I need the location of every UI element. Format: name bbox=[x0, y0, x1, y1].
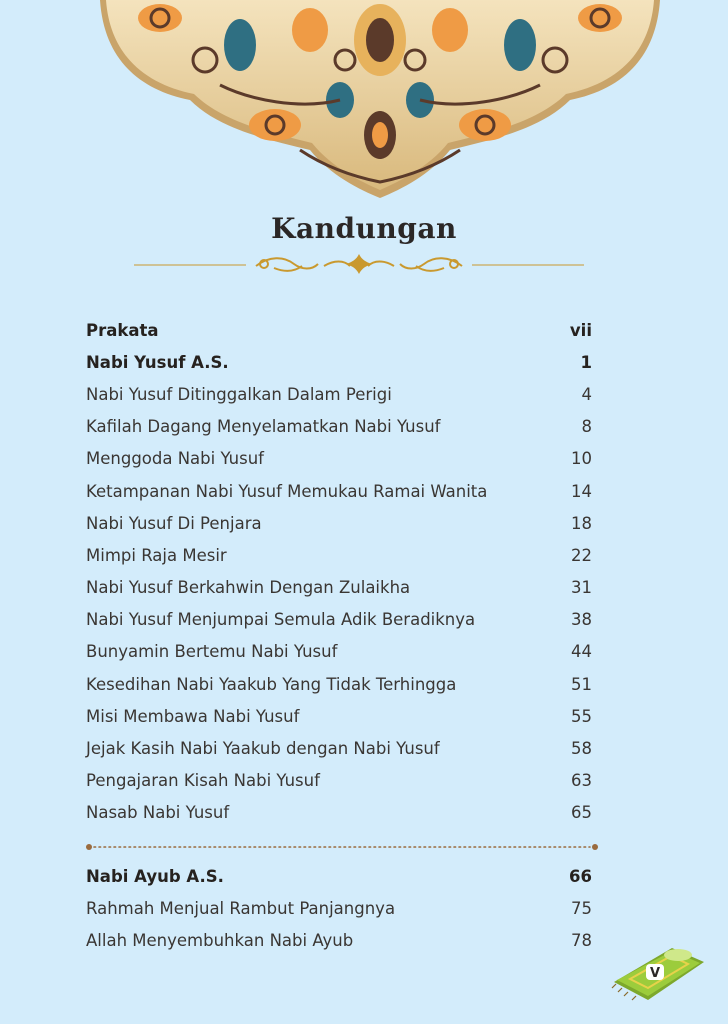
toc-entry[interactable] bbox=[86, 924, 592, 956]
toc-entry[interactable] bbox=[86, 314, 592, 346]
toc-entry-title: Rahmah Menjual Rambut Panjangnya bbox=[86, 898, 396, 918]
toc-entry-page: 4 bbox=[581, 384, 592, 404]
toc-entry-title: Nabi Yusuf Menjumpai Semula Adik Beradiknya bbox=[86, 610, 476, 630]
toc-entry[interactable] bbox=[86, 443, 592, 475]
toc-entry-title: Prakata bbox=[86, 320, 159, 340]
toc-entry-page: 22 bbox=[571, 545, 592, 565]
toc-entry-page: 51 bbox=[571, 674, 592, 694]
toc-entry[interactable] bbox=[86, 378, 592, 410]
toc-entry[interactable] bbox=[86, 732, 592, 764]
toc-entry-page: 44 bbox=[571, 642, 592, 662]
toc-entry[interactable] bbox=[86, 797, 592, 829]
toc-entry-title: Kesedihan Nabi Yaakub Yang Tidak Terhingga bbox=[86, 674, 457, 694]
mandala-ornament-icon bbox=[100, 0, 660, 200]
toc-entry-title: Nabi Yusuf Di Penjara bbox=[86, 513, 262, 533]
toc-entry-title: Nabi Yusuf Ditinggalkan Dalam Perigi bbox=[86, 384, 392, 404]
toc-entry-page: 58 bbox=[571, 739, 592, 759]
toc-entry-title: Nabi Ayub A.S. bbox=[86, 866, 224, 886]
toc-entry-title: Mimpi Raja Mesir bbox=[86, 545, 227, 565]
page-title: Kandungan bbox=[271, 212, 457, 245]
toc-entry-title: Kafilah Dagang Menyelamatkan Nabi Yusuf bbox=[86, 417, 441, 437]
toc-entry[interactable] bbox=[86, 346, 592, 378]
prayer-mat-page-icon bbox=[608, 942, 708, 1004]
toc-entry-page: 78 bbox=[571, 930, 592, 950]
toc-entry[interactable] bbox=[86, 668, 592, 700]
page-number: V bbox=[649, 966, 661, 981]
toc-entry[interactable] bbox=[86, 860, 592, 892]
toc-entry-title: Allah Menyembuhkan Nabi Ayub bbox=[86, 930, 354, 950]
toc-entry[interactable] bbox=[86, 539, 592, 571]
toc-entry-page: 10 bbox=[571, 449, 592, 469]
toc-entry[interactable] bbox=[86, 636, 592, 668]
toc-entry-page: 75 bbox=[571, 898, 592, 918]
toc-entry-page: vii bbox=[569, 320, 592, 340]
toc-entry-title: Ketampanan Nabi Yusuf Memukau Ramai Wanita bbox=[86, 481, 488, 501]
section-separator bbox=[86, 840, 598, 854]
toc-entry-page: 1 bbox=[580, 352, 592, 372]
toc-section-ayub bbox=[86, 860, 592, 957]
toc-entry-page: 66 bbox=[569, 866, 592, 886]
toc-entry-page: 14 bbox=[571, 481, 592, 501]
toc-entry-title: Bunyamin Bertemu Nabi Yusuf bbox=[86, 642, 338, 662]
toc-entry-page: 8 bbox=[581, 417, 592, 437]
toc-entry-title: Pengajaran Kisah Nabi Yusuf bbox=[86, 771, 320, 791]
toc-entry-page: 55 bbox=[571, 706, 592, 726]
toc-entry-page: 18 bbox=[571, 513, 592, 533]
toc-entry-page: 65 bbox=[571, 803, 592, 823]
toc-entry-page: 38 bbox=[571, 610, 592, 630]
toc-entry-title: Jejak Kasih Nabi Yaakub dengan Nabi Yusuf bbox=[86, 739, 440, 759]
toc-entry-title: Menggoda Nabi Yusuf bbox=[86, 449, 264, 469]
toc-entry-page: 31 bbox=[571, 578, 592, 598]
toc-entry[interactable] bbox=[86, 700, 592, 732]
toc-entry[interactable] bbox=[86, 892, 592, 924]
toc-section-yusuf bbox=[86, 314, 592, 829]
toc-entry-title: Misi Membawa Nabi Yusuf bbox=[86, 706, 300, 726]
toc-entry[interactable] bbox=[86, 507, 592, 539]
toc-entry[interactable] bbox=[86, 604, 592, 636]
toc-entry-title: Nasab Nabi Yusuf bbox=[86, 803, 230, 823]
flourish-divider-icon bbox=[134, 252, 584, 276]
toc-entry[interactable] bbox=[86, 475, 592, 507]
toc-entry-title: Nabi Yusuf Berkahwin Dengan Zulaikha bbox=[86, 578, 411, 598]
toc-entry[interactable] bbox=[86, 572, 592, 604]
toc-entry[interactable] bbox=[86, 765, 592, 797]
toc-entry-page: 63 bbox=[571, 771, 592, 791]
toc-entry[interactable] bbox=[86, 411, 592, 443]
toc-entry-title: Nabi Yusuf A.S. bbox=[86, 352, 229, 372]
